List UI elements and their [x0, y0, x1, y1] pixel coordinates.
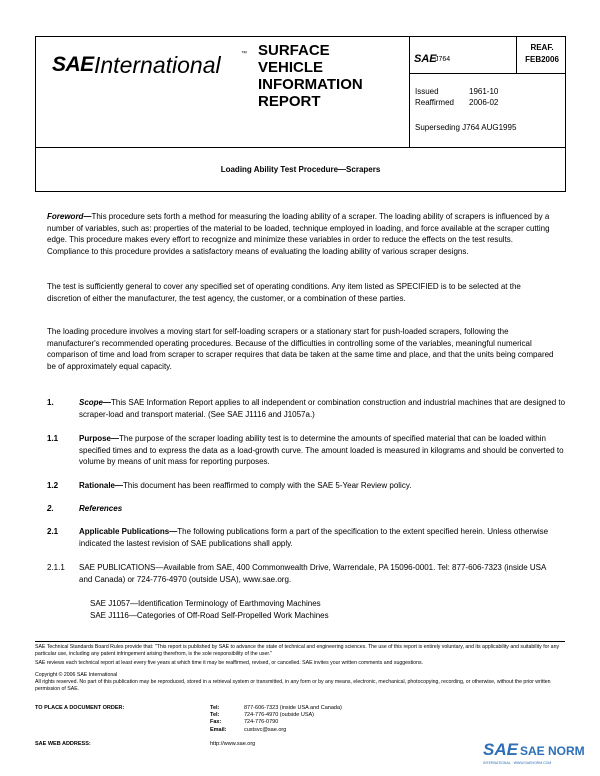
doc-sae-mark: SAE [414, 53, 437, 65]
document-header [35, 36, 566, 148]
footer-rules-note: SAE Technical Standards Board Rules provide that: "This report is published by SAE to advance the state of technical and engineering sciences. The use of this report is entirely voluntary, and its applicability and suitability for any particular use, including any patent infringement arising therefrom, is the sole responsibility of the user." [35, 644, 560, 657]
section-scope: 1. Scope—This SAE Information Report applies to all independent or combination construction and industrial machines that are designed to scraper-load and transport material. (See SAE J1116 and J1057a.) [47, 398, 566, 419]
web-label: SAE WEB ADDRESS: [35, 741, 91, 747]
superseding-row: Superseding J764 AUG1995 [415, 123, 517, 132]
sae-norm-watermark: SAE SAE NORM INTERNATIONAL · WWW.SAENORM.COM [483, 740, 585, 765]
section-references: 2. References [47, 504, 123, 513]
section-applicable-publications: 2.1 Applicable Publications—The following publications form a part of the specification to the extent specified herein. Unless otherwise indicated the lastest revision of SAE publications shall apply. [47, 527, 549, 548]
reference-item: SAE J1057—Identification Terminology of Earthmoving Machines [90, 599, 321, 608]
divider [516, 37, 517, 73]
reaffirmation-stamp: REAF. FEB2006 [525, 43, 559, 64]
sae-logo-international: International [94, 52, 221, 78]
order-label: TO PLACE A DOCUMENT ORDER: [35, 705, 125, 711]
foreword-lead: Foreword— [47, 212, 92, 221]
footer-rule [35, 641, 565, 642]
footer-review-note: SAE reviews each technical report at least every five years at which time it may be reaffirmed, revised, or cancelled. SAE invites your written comments and suggestions. [35, 660, 423, 666]
sae-logo: SAE [52, 53, 94, 76]
foreword-paragraph: Foreword—This procedure sets forth a method for measuring the loading ability of a scraper. The loading ability of scrapers is influenced by a number of variables, such as: properties of the material to be loaded, technique employed in loading, and force available at the scraper cutting edge. This procedure makes every effort to recognize and minimize these variables in order to reduce the effects on the test results. Compliance to this procedure provides a satisfactory means of evaluating the loading ability of various scraper designs. [47, 212, 550, 256]
issued-row: Issued 1961-10 [415, 87, 499, 96]
divider [409, 73, 565, 74]
order-contacts: Tel: 877-606-7323 (inside USA and Canada) Tel: 724-776-4970 (outside USA) Fax: 724-776-0790 Email: custsvc@sae.org [210, 705, 342, 733]
foreword-paragraph-2: The test is sufficiently general to cover any specified set of operating conditions. Any item listed as SPECIFIED is to be selected at the discretion of either the manufacturer, the test agency, the customer, or a combination of these parties. [47, 282, 521, 303]
doc-number: J764 [435, 56, 451, 63]
web-address[interactable]: http://www.sae.org [210, 741, 256, 747]
trademark-mark: ™ [241, 51, 247, 57]
section-sae-publications: 2.1.1 SAE PUBLICATIONS—Available from SAE, 400 Commonwealth Drive, Warrendale, PA 15096-0001. Tel: 877-606-7323 (inside USA and Canada) or 724-776-4970 (outside USA), www.sae.org. [47, 563, 546, 584]
section-purpose: 1.1 Purpose—The purpose of the scraper loading ability test is to determine the amounts of specified material that can be loaded within specified times and to express the data as a load-growth curve. The amount loaded is measured in kilograms and should be converted to volume by means of unit mass for reporting purposes. [47, 434, 564, 466]
document-title: Loading Ability Test Procedure—Scrapers [35, 148, 566, 192]
reference-item: SAE J1116—Categories of Off-Road Self-Propelled Work Machines [90, 611, 329, 620]
reaffirmed-row: Reaffirmed 2006-02 [415, 98, 499, 107]
divider [409, 37, 410, 147]
email-link[interactable]: custsvc@sae.org [244, 726, 287, 733]
foreword-paragraph-3: The loading procedure involves a moving start for self-loading scrapers or a stationary start for push-loaded scrapers, following the manufacturer's recommended operating procedures. Because of the difficulties in controlling some of the variables, meaningful numerical comparison of time and load from scraper to scraper requires that data be taken at the same time and place, and that the units being compared be of approximately equal capacity. [47, 327, 554, 371]
footer-copyright: Copyright © 2006 SAE International [35, 672, 118, 678]
report-type: SURFACE VEHICLE INFORMATION REPORT [258, 42, 363, 110]
footer-rights: All rights reserved. No part of this publication may be reproduced, stored in a retrieval system or transmitted, in any form or by any means, electronic, mechanical, photocopying, recording, or otherwise, without the prior written permission of SAE. [35, 679, 551, 692]
section-rationale: 1.2 Rationale—This document has been reaffirmed to comply with the SAE 5-Year Review policy. [47, 481, 412, 490]
